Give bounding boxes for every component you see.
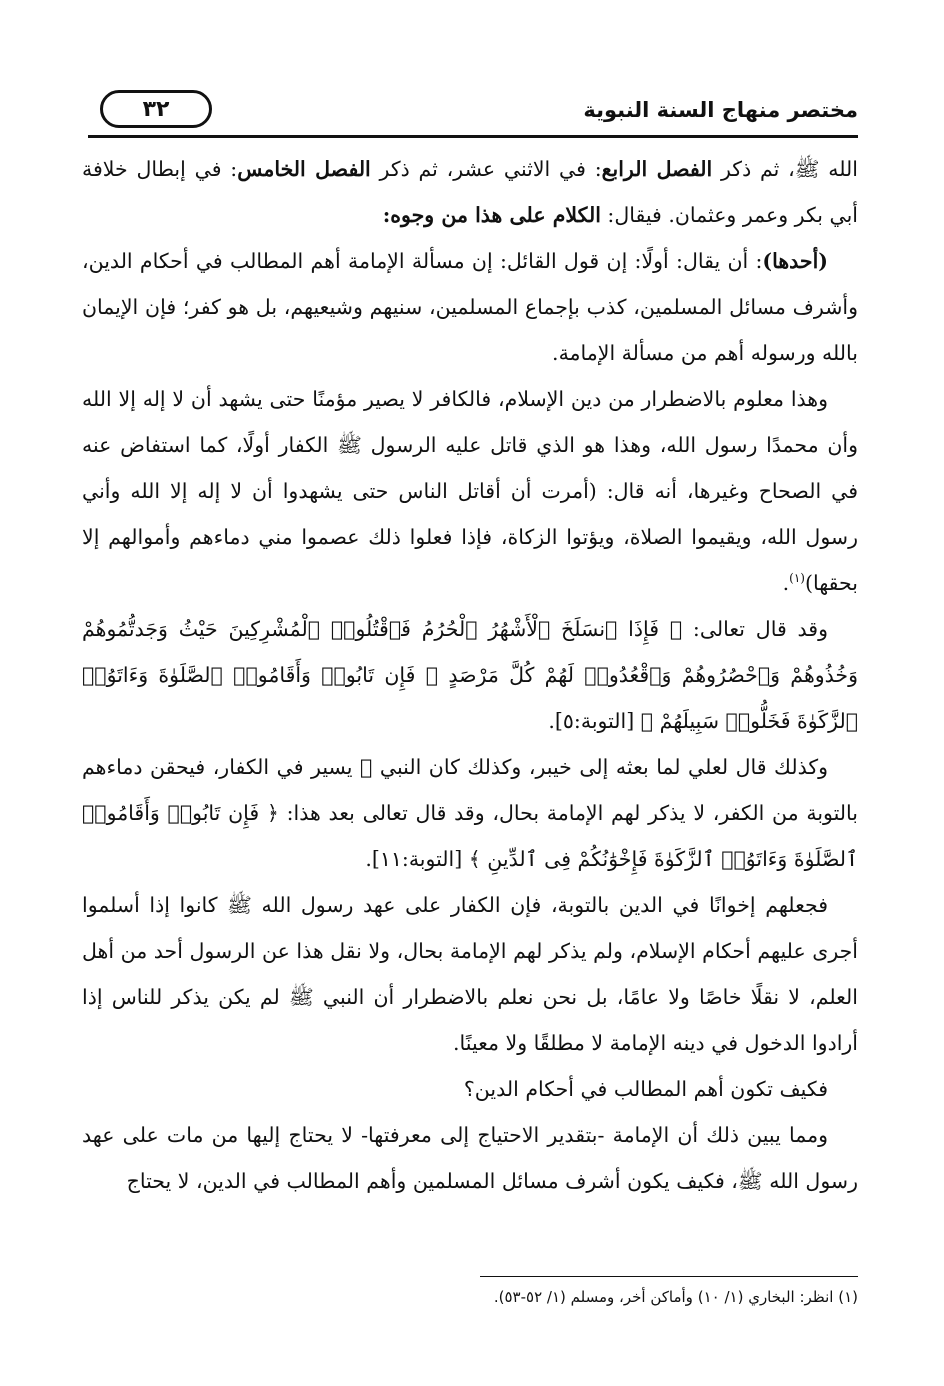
- paragraph: [82, 376, 858, 606]
- paragraph: [82, 238, 858, 376]
- bold-phrase: الفصل الخامس: [237, 157, 371, 181]
- paragraph: [82, 744, 858, 882]
- footnote-rule: [480, 1276, 858, 1277]
- paragraph: [82, 882, 858, 1066]
- text-run: ومما يبين ذلك أن الإمامة -بتقدير الاحتياج إلى معرفتها- لا يحتاج إليها من مات على عهد رسول الله ﷺ، فكيف يكون أشرف مسائل المسلمين وأهم المطالب في الدين، لا يحتاج: [82, 1123, 858, 1193]
- paragraph: [82, 606, 858, 744]
- text-run: : في إبطال خلافة أبي بكر وعمر وعثمان. فيقال:: [82, 157, 858, 227]
- text-run: : أن يقال: أولًا: إن قول القائل: إن مسألة الإمامة أهم المطالب في أحكام الدين، وأشرف مسائل المسلمين، كذب بإجماع المسلمين، سنيهم وشيعيهم، بل هو كفر؛ فإن الإيمان بالله ورسوله أهم من مسألة الإمامة.: [82, 249, 858, 365]
- running-title: مختصر منهاج السنة النبوية: [583, 98, 858, 122]
- text-run: .: [782, 571, 790, 595]
- header-rule: [88, 135, 858, 138]
- page-number-badge: [100, 90, 212, 128]
- page-number: ٣٢: [142, 96, 170, 122]
- paragraph: [82, 1112, 858, 1204]
- page-header: [88, 88, 858, 134]
- bold-phrase: الفصل الرابع: [601, 157, 713, 181]
- text-run: : في الاثني عشر، ثم ذكر: [370, 157, 602, 181]
- footnote-ref: (١): [789, 571, 805, 586]
- footnote: (١) انظر: البخاري (١/ ١٠) وأماكن أخر، ومسلم (١/ ٥٢-٥٣).: [493, 1288, 858, 1306]
- bold-phrase: الكلام على هذا من وجوه:: [382, 203, 601, 227]
- paragraph: [82, 146, 858, 238]
- text-run: فجعلهم إخوانًا في الدين بالتوبة، فإن الكفار على عهد رسول الله ﷺ كانوا إذا أسلموا أجرى عليهم أحكام الإسلام، ولم يذكر لهم الإمامة بحال، ولا نقل هذا عن الرسول أحد من أهل العلم، لا نقلًا خاصًا ولا عامًا، بل نحن نعلم بالاضطرار أن النبي ﷺ لم يكن يذكر للناس إذا أرادوا الدخول في دينه الإمامة لا مطلقًا ولا معينًا.: [82, 893, 858, 1055]
- paragraph: [82, 1066, 858, 1112]
- text-run: وقد قال تعالى: ﴿ فَإِذَا ٱنسَلَخَ ٱلْأَشْهُرُ ٱلْحُرُمُ فَٱقْتُلُوا۟ ٱلْمُشْرِكِينَ حَيْثُ وَجَدتُّمُوهُمْ وَخُذُوهُمْ وَٱحْصُرُوهُمْ وَٱقْعُدُوا۟ لَهُمْ كُلَّ مَرْصَدٍ ۚ فَإِن تَابُوا۟ وَأَقَامُوا۟ ٱلصَّلَوٰةَ وَءَاتَوُا۟ ٱلزَّكَوٰةَ فَخَلُّوا۟ سَبِيلَهُمْ ﴾ [التوبة:٥].: [82, 617, 858, 733]
- body-text: [82, 146, 858, 1204]
- text-run: الله ﷺ، ثم ذكر: [712, 157, 858, 181]
- text-run: فكيف تكون أهم المطالب في أحكام الدين؟: [463, 1077, 828, 1101]
- text-run: وكذلك قال لعلي لما بعثه إلى خيبر، وكذلك كان النبي ﷺ يسير في الكفار، فيحقن دماءهم بالتوبة من الكفر، لا يذكر لهم الإمامة بحال، وقد قال تعالى بعد هذا: ﴿ فَإِن تَابُوا۟ وَأَقَامُوا۟ ٱلصَّلَوٰةَ وَءَاتَوُا۟ ٱلزَّكَوٰةَ فَإِخْوَٰنُكُمْ فِى ٱلدِّينِ ﴾ [التوبة:١١].: [82, 755, 858, 871]
- text-run: وهذا معلوم بالاضطرار من دين الإسلام، فالكافر لا يصير مؤمنًا حتى يشهد أن لا إله إلا الله وأن محمدًا رسول الله، وهذا هو الذي قاتل عليه الرسول ﷺ الكفار أولًا، كما استفاض عنه في الصحاح وغيرها، أنه قال: (أمرت أن أقاتل الناس حتى يشهدوا أن لا إله إلا الله وأني رسول الله، ويقيموا الصلاة، ويؤتوا الزكاة، فإذا فعلوا ذلك عصموا مني دماءهم وأموالهم إلا بحقها): [82, 387, 858, 595]
- bold-phrase: (أحدها): [762, 249, 828, 273]
